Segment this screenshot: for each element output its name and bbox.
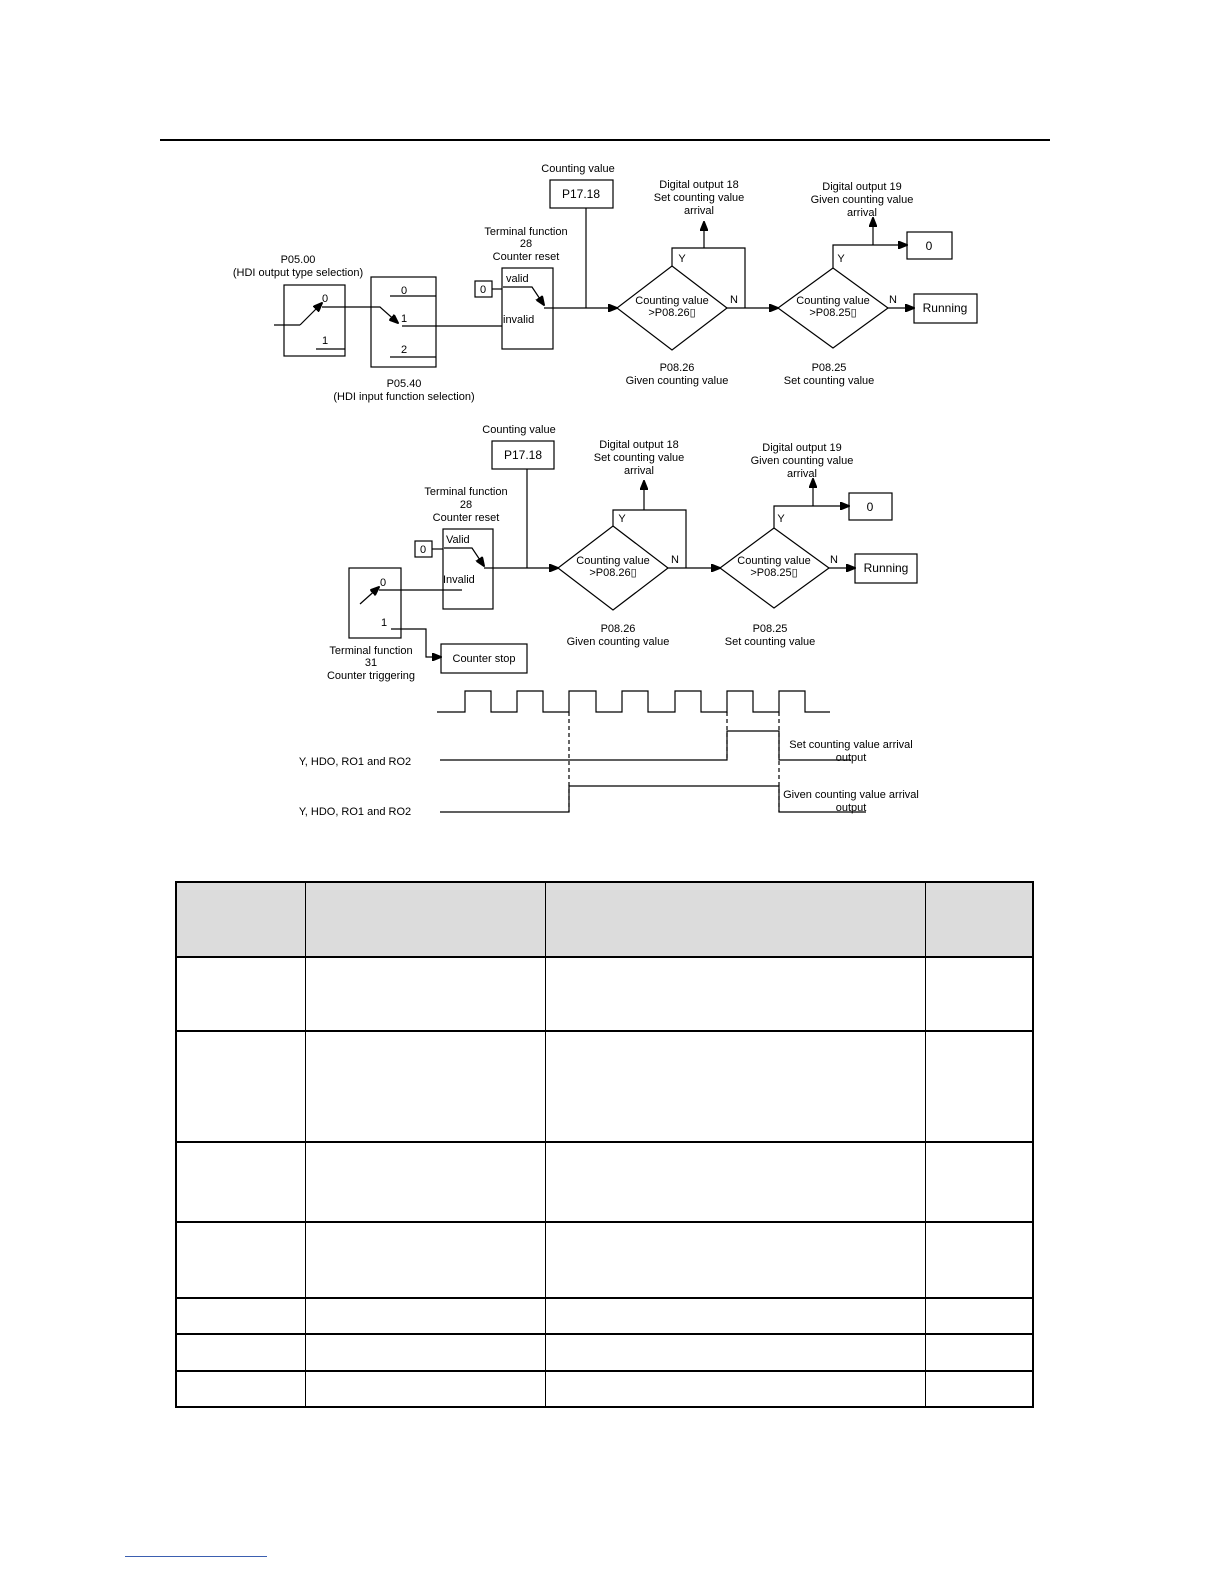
trig-num: 31 — [364, 657, 378, 669]
sel-0: 0 — [400, 285, 408, 297]
trig-switch-1: 1 — [380, 617, 388, 629]
dia1-yes-2: Y — [618, 513, 626, 525]
dia2-line2: >P08.25▯ — [809, 307, 857, 319]
p0825-name-2: Set counting value — [724, 636, 816, 648]
table-row — [176, 1334, 1033, 1371]
diagram-hdi-counter — [233, 163, 977, 403]
p0825-name: Set counting value — [783, 375, 875, 387]
reset-switch-2 — [444, 548, 484, 566]
header-cell — [306, 882, 545, 957]
table-row — [176, 1371, 1033, 1407]
output-zero: 0 — [925, 239, 933, 253]
dia2-yes-2: Y — [777, 513, 785, 525]
terminal-func-num-2: 28 — [459, 499, 473, 511]
row2-note-a: Given counting value arrival — [783, 789, 919, 801]
p0826-name: Given counting value — [625, 375, 729, 387]
dia1-line2-2: >P08.26▯ — [589, 567, 637, 579]
reset-input: 0 — [479, 284, 487, 296]
terminal-func-title: Terminal function — [484, 226, 568, 238]
do18-sub1: Set counting value — [653, 192, 745, 204]
sel-2: 2 — [400, 344, 408, 356]
p0500-code: P05.00 — [280, 254, 316, 266]
dia2-yes: Y — [837, 253, 845, 265]
dia2-line2-2: >P08.25▯ — [750, 567, 798, 579]
terminal-func-name: Counter reset — [492, 251, 560, 263]
running-label-2: Running — [863, 561, 909, 575]
counting-param-2: P17.18 — [503, 448, 543, 462]
output-zero-2: 0 — [866, 500, 874, 514]
valid-label: valid — [506, 273, 529, 285]
table-row — [176, 1031, 1033, 1142]
do19-title-2: Digital output 19 — [762, 442, 842, 454]
dia2-line1: Counting value — [796, 295, 870, 307]
trigger-switch-box — [349, 568, 401, 638]
timing-row2-label: Y, HDO, RO1 and RO2 — [298, 806, 412, 818]
trig-name: Counter triggering — [326, 670, 416, 682]
do18-title-2: Digital output 18 — [599, 439, 679, 451]
footer-link-underline[interactable] — [125, 1556, 267, 1557]
p0500-switch-box — [284, 285, 345, 356]
counting-param: P17.18 — [561, 187, 601, 201]
dia1-line1: Counting value — [635, 295, 709, 307]
dia2-no: N — [889, 294, 897, 306]
table-row — [176, 957, 1033, 1031]
reset-switch — [503, 287, 544, 305]
dia2-line1-2: Counting value — [737, 555, 811, 567]
table-row — [176, 1298, 1033, 1334]
header-cell — [925, 882, 1033, 957]
do19-title: Digital output 19 — [822, 181, 902, 193]
timing-row1-label: Y, HDO, RO1 and RO2 — [298, 756, 412, 768]
do19-sub1-2: Given counting value — [750, 455, 854, 467]
header-cell — [176, 882, 306, 957]
timing-diagram — [299, 691, 919, 818]
terminal-func-num: 28 — [519, 238, 533, 250]
do18-sub2-2: arrival — [624, 465, 654, 477]
reset-input-2: 0 — [419, 544, 427, 556]
row1-note-b: output — [835, 752, 867, 764]
p0825-code: P08.25 — [811, 362, 847, 374]
valid-label-2: Valid — [446, 534, 470, 546]
p0500-name: (HDI output type selection) — [232, 267, 364, 279]
trigger-lever — [360, 587, 379, 604]
pulse-train — [437, 691, 830, 712]
row2-note-b: output — [835, 802, 867, 814]
switch-0-wire — [322, 307, 398, 323]
do18-title: Digital output 18 — [659, 179, 739, 191]
table-row — [176, 1222, 1033, 1298]
dia1-no-2: N — [671, 554, 679, 566]
header-cell — [545, 882, 925, 957]
do19-sub2-2: arrival — [787, 468, 817, 480]
do19-sub2: arrival — [847, 207, 877, 219]
table-header-row — [176, 882, 1033, 957]
dia1-line1-2: Counting value — [576, 555, 650, 567]
parameter-table — [175, 881, 1034, 1408]
running-label: Running — [922, 301, 968, 315]
dia2-no-2: N — [830, 554, 838, 566]
p0540-name: (HDI input function selection) — [333, 391, 475, 403]
counting-value-label-2: Counting value — [482, 424, 556, 436]
p0825-code-2: P08.25 — [752, 623, 788, 635]
dia1-line2: >P08.26▯ — [648, 307, 696, 319]
switch-1: 1 — [321, 335, 329, 347]
p0826-code-2: P08.26 — [600, 623, 636, 635]
switch-lever — [300, 303, 322, 325]
dia1-no: N — [730, 294, 738, 306]
row1-note-a: Set counting value arrival — [789, 739, 913, 751]
do19-sub1: Given counting value — [810, 194, 914, 206]
table-row — [176, 1142, 1033, 1222]
diagram-terminal-counter — [327, 424, 917, 682]
counter-stop-label: Counter stop — [452, 653, 516, 665]
invalid-label: invalid — [503, 314, 535, 326]
invalid-label-2: Invalid — [443, 574, 475, 586]
do18-sub2: arrival — [684, 205, 714, 217]
p0826-code: P08.26 — [659, 362, 695, 374]
sel-1: 1 — [400, 313, 408, 325]
p0826-name-2: Given counting value — [566, 636, 670, 648]
terminal-func-name-2: Counter reset — [432, 512, 500, 524]
terminal-func-title-2: Terminal function — [424, 486, 508, 498]
trig-title: Terminal function — [329, 645, 413, 657]
counting-value-label: Counting value — [541, 163, 615, 175]
dia1-yes: Y — [678, 253, 686, 265]
switch-0: 0 — [321, 293, 329, 305]
trig-switch-0: 0 — [379, 577, 387, 589]
p0540-code: P05.40 — [386, 378, 422, 390]
do18-sub1-2: Set counting value — [593, 452, 685, 464]
